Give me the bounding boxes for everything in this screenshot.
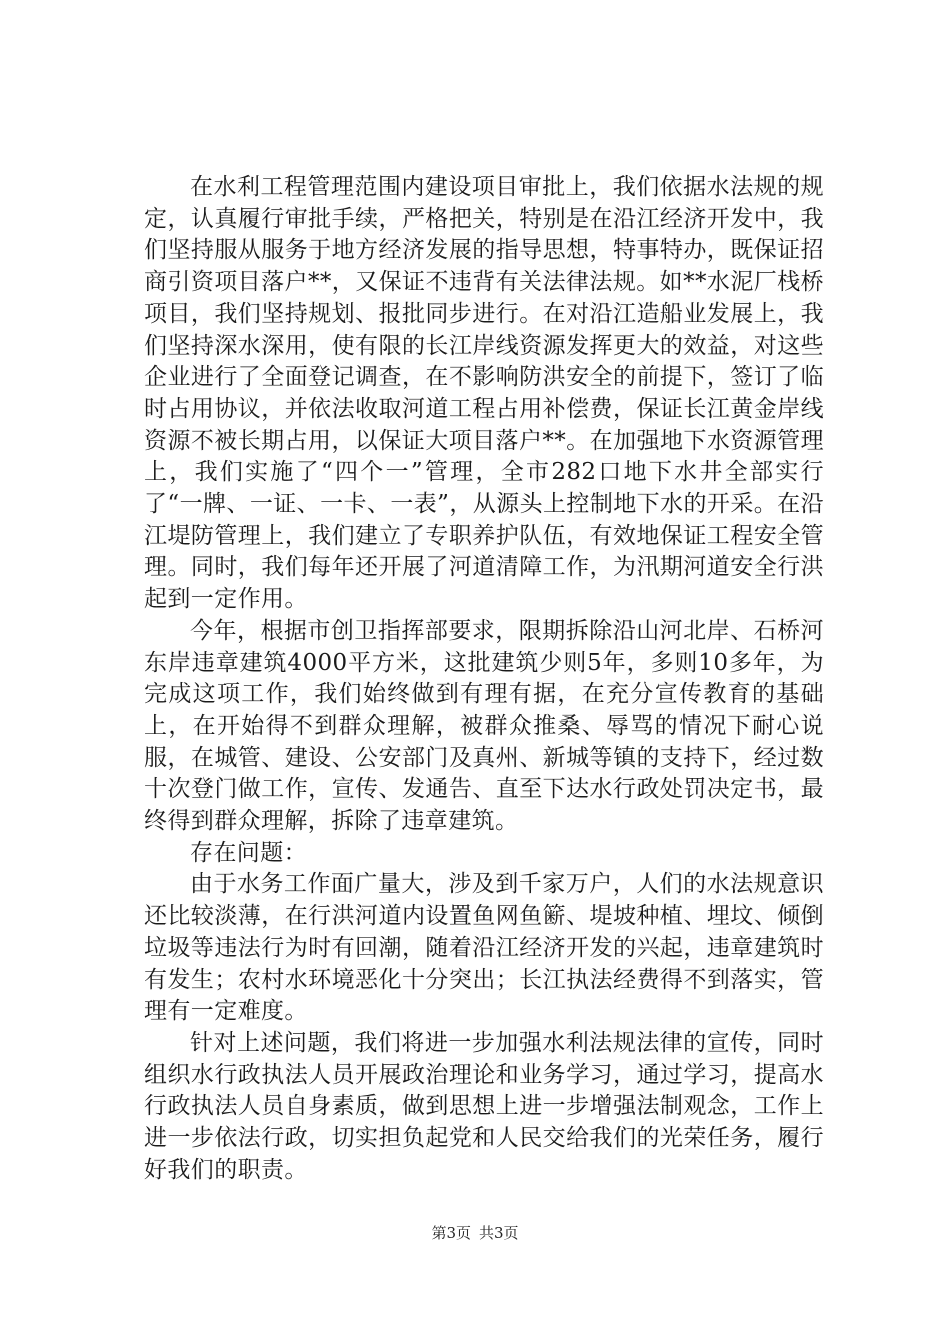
paragraph-measures: 针对上述问题，我们将进一步加强水利法规法律的宣传，同时组织水行政执法人员开展政治理论和业务学习，通过学习，提高水行政执法人员自身素质，做到思想上进一步增强法制观念，工作上进一步依法行政，切实担负起党和人民交给我们的光荣任务，履行好我们的职责。 <box>144 1029 824 1183</box>
paragraph-problems: 由于水务工作面广量大，涉及到千家万户，人们的水法规意识还比较淡薄，在行洪河道内设置鱼网鱼簖、堤坡种植、埋坟、倾倒垃圾等违法行为时有回潮，随着沿江经济开发的兴起，违章建筑时有发生；农村水环境恶化十分突出；长江执法经费得不到落实，管理有一定难度。 <box>144 871 824 1025</box>
paragraph-demolition: 今年，根据市创卫指挥部要求，限期拆除沿山河北岸、石桥河东岸违章建筑4000平方米，这批建筑少则5年，多则10多年，为完成这项工作，我们始终做到有理有据，在充分宣传教育的基础上，在开始得不到群众理解，被群众推桑、辱骂的情况下耐心说服，在城管、建设、公安部门及真州、新城等镇的支持下，经过数十次登门做工作，宣传、发通告、直至下达水行政处罚决定书，最终得到群众理解，拆除了违章建筑。 <box>144 617 824 835</box>
page-total: 共3页 <box>479 1224 519 1242</box>
paragraph-problems-heading: 存在问题： <box>190 839 307 866</box>
page-footer <box>0 1222 950 1243</box>
paragraph-approval: 在水利工程管理范围内建设项目审批上，我们依据水法规的规定，认真履行审批手续，严格把关，特别是在沿江经济开发中，我们坚持服从服务于地方经济发展的指导思想，特事特办，既保证招商引资项目落户**，又保证不违背有关法律法规。如**水泥厂栈桥项目，我们坚持规划、报批同步进行。在对沿江造船业发展上，我们坚持深水深用，使有限的长江岸线资源发挥更大的效益，对这些企业进行了全面登记调查，在不影响防洪安全的前提下，签订了临时占用协议，并依法收取河道工程占用补偿费，保证长江黄金岸线资源不被长期占用，以保证大项目落户**。在加强地下水资源管理上，我们实施了“四个一”管理，全市282口地下水井全部实行了“一牌、一证、一卡、一表”，从源头上控制地下水的开采。在沿江堤防管理上，我们建立了专职养护队伍，有效地保证工程安全管理。同时，我们每年还开展了河道清障工作，为汛期河道安全行洪起到一定作用。 <box>144 174 824 613</box>
document-body <box>144 172 824 1187</box>
page-number: 第3页 <box>431 1224 471 1242</box>
